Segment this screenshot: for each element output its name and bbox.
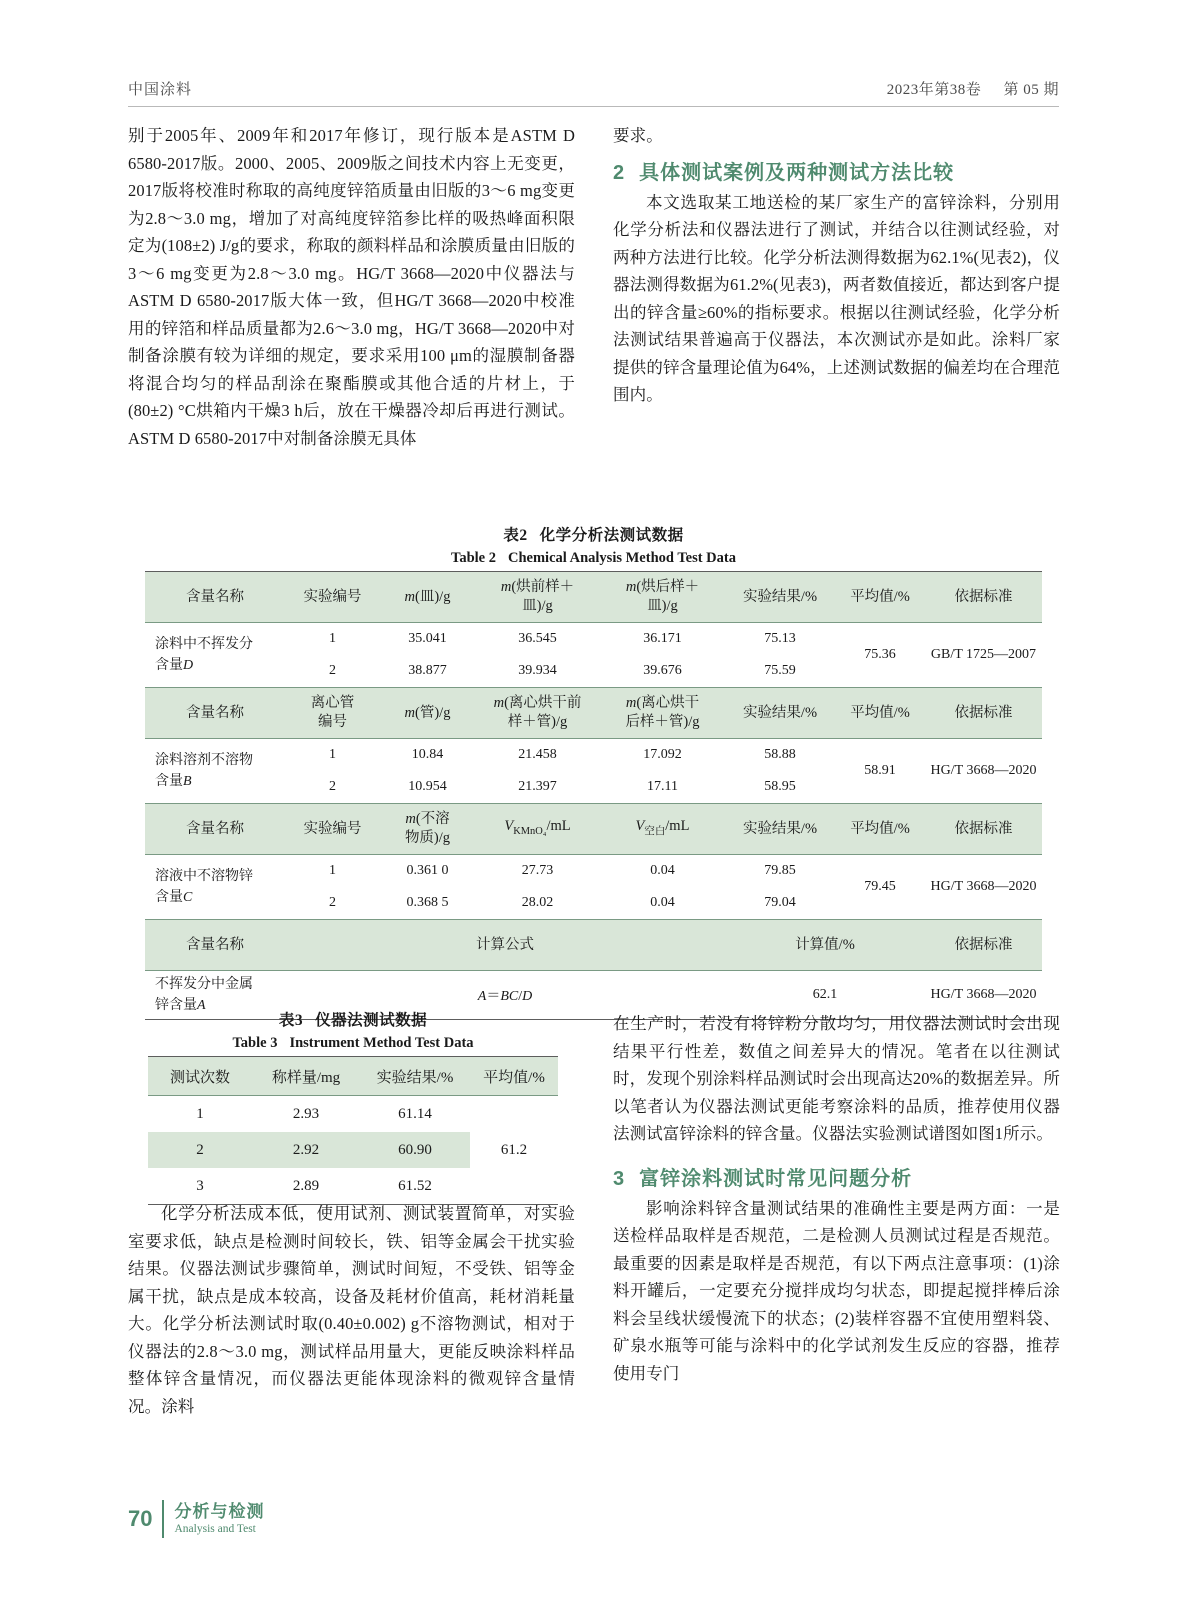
row-label-d: 涂料中不挥发分 含量D — [155, 637, 253, 673]
cell: 39.934 — [518, 663, 557, 678]
section-3-number: 3 — [613, 1167, 626, 1190]
th-result: 实验结果/% — [725, 804, 835, 855]
th-result: 实验结果/% — [360, 1057, 470, 1096]
cell: 3 — [196, 1177, 204, 1194]
bottom-left-paragraph: 化学分析法成本低，使用试剂、测试装置简单，对实验室要求低，缺点是检测时间较长，铁、铝等金属会干扰实验结果。仪器法测试步骤简单，测试时间短，不受铁、铝等金属干扰，缺点是成本较高，设备及耗材价值高，耗材消耗量大。化学分析法测试时取(0.40±0.002) g不溶物测试，相对于仪器法的2.8～3.0 mg，测试样品用量大，更能反映涂料样品整体锌含量情况，而仪器法更能体现涂料的微观锌含量情况。涂料 — [128, 1204, 575, 1416]
th-content-name: 含量名称 — [145, 804, 285, 855]
th-standard: 依据标准 — [925, 688, 1042, 739]
cell: 79.85 — [764, 863, 796, 878]
cell: 1 — [329, 631, 336, 646]
cell: 79.04 — [764, 895, 796, 910]
table3-title-en: Instrument Method Test Data — [289, 1035, 474, 1051]
th-content-name: 含量名称 — [145, 572, 285, 623]
table3-header-row — [148, 1057, 558, 1096]
table2-block1-header-row — [145, 572, 1042, 623]
cell: 61.14 — [398, 1105, 432, 1122]
section-heading-2 — [613, 156, 1060, 185]
th-m-before: m(烘前样＋ 皿)/g — [475, 572, 600, 623]
table-row — [148, 1096, 558, 1133]
section-2-title: 具体测试案例及两种测试方法比较 — [639, 161, 955, 184]
right-paragraph-1: 要求。 — [613, 126, 663, 145]
table2 — [145, 571, 1042, 1020]
cell: 35.041 — [408, 631, 447, 646]
issue-label: 第 05 期 — [1003, 82, 1059, 98]
cell: 2 — [329, 663, 336, 678]
cell: 0.04 — [650, 863, 675, 878]
cell: 60.90 — [360, 1132, 470, 1168]
cell: 28.02 — [521, 895, 554, 910]
th-m-dish: m(皿)/g — [380, 572, 475, 623]
table2-block3-header-row — [145, 804, 1042, 855]
cell-standard: HG/T 3668—2020 — [930, 763, 1037, 778]
cell: 61.52 — [398, 1177, 432, 1194]
th-average: 平均值/% — [835, 804, 925, 855]
cell: 10.84 — [411, 747, 444, 762]
right-paragraph-2: 本文选取某工地送检的某厂家生产的富锌涂料，分别用化学分析法和仪器法进行了测试，并结合以往测试经验，对两种方法进行比较。化学分析法测得数据为62.1%(见表2)，仪器法测得数据为61.2%(见表3)，两者数值接近，都达到客户提出的锌含量≥60%的指标要求。根据以往测试经验，化学分析法测试结果普遍高于仪器法，本次测试亦是如此。涂料厂家提供的锌含量理论值为64%，上述测试数据的偏差均在合理范围内。 — [613, 192, 1060, 404]
cell: 0.368 5 — [406, 895, 449, 910]
cell-average: 75.36 — [864, 647, 896, 662]
table-row — [145, 623, 1042, 656]
th-tube-no: 离心管 编号 — [285, 688, 380, 739]
cell: 21.458 — [518, 747, 557, 762]
cell: 2 — [329, 895, 336, 910]
page-footer — [128, 1500, 264, 1538]
cell: 39.676 — [643, 663, 682, 678]
cell: 21.397 — [518, 779, 557, 794]
cell: 0.04 — [650, 895, 675, 910]
table3-label-cn: 表3 — [278, 1012, 304, 1029]
cell: 75.13 — [764, 631, 796, 646]
th-exp-no: 实验编号 — [285, 804, 380, 855]
cell: 36.171 — [643, 631, 682, 646]
bottom-right-column — [613, 1010, 1060, 1387]
bottom-left-column — [128, 1200, 575, 1420]
cell: 2.89 — [292, 1177, 320, 1194]
footer-section-cn: 分析与检测 — [174, 1502, 265, 1521]
cell: 2 — [329, 779, 336, 794]
th-standard: 依据标准 — [925, 920, 1042, 971]
table-row — [145, 739, 1042, 772]
th-m-insoluble: m(不溶 物质)/g — [380, 804, 475, 855]
th-m-after-tube: m(离心烘干 后样＋管)/g — [600, 688, 725, 739]
cell-formula: A＝BC/D — [477, 989, 533, 1004]
th-average: 平均值/% — [835, 688, 925, 739]
th-m-after: m(烘后样＋ 皿)/g — [600, 572, 725, 623]
cell: 1 — [196, 1105, 204, 1122]
top-columns — [128, 122, 1060, 452]
table-row — [145, 855, 1042, 888]
cell: 2.92 — [252, 1132, 360, 1168]
table3 — [148, 1056, 558, 1205]
section-heading-3 — [613, 1162, 1060, 1191]
page-number: 70 — [128, 1506, 153, 1531]
cell: 58.88 — [764, 747, 796, 762]
table2-title-en: Chemical Analysis Method Test Data — [508, 550, 736, 566]
cell-average: 79.45 — [864, 879, 896, 894]
th-content-name: 含量名称 — [145, 920, 285, 971]
footer-section — [174, 1502, 264, 1536]
th-v-blank: $V_{空白}/mL$ — [600, 804, 725, 855]
cell: 2.93 — [292, 1105, 320, 1122]
footer-divider — [162, 1500, 164, 1538]
table3-label-en: Table 3 — [232, 1035, 278, 1051]
row-label-b: 涂料溶剂不溶物 含量B — [155, 753, 253, 789]
cell: 27.73 — [521, 863, 554, 878]
cell: 38.877 — [408, 663, 447, 678]
issue-info — [887, 78, 1059, 99]
cell-average: 61.2 — [500, 1141, 528, 1158]
cell: 10.954 — [408, 779, 447, 794]
table3-title-cn: 仪器法测试数据 — [315, 1012, 428, 1029]
table2-label-cn: 表2 — [503, 527, 528, 544]
cell-standard: GB/T 1725—2007 — [930, 647, 1037, 662]
cell: 1 — [329, 747, 336, 762]
th-test-count: 测试次数 — [148, 1057, 252, 1096]
section-3-title: 富锌涂料测试时常见问题分析 — [639, 1167, 913, 1190]
right-column — [613, 122, 1060, 452]
th-content-name: 含量名称 — [145, 688, 285, 739]
cell: 75.59 — [764, 663, 796, 678]
footer-section-en: Analysis and Test — [174, 1523, 256, 1535]
cell: 36.545 — [518, 631, 557, 646]
table2-caption — [145, 525, 1042, 569]
cell-standard: HG/T 3668—2020 — [930, 879, 1037, 894]
cell: 17.092 — [643, 747, 682, 762]
th-exp-no: 实验编号 — [285, 572, 380, 623]
cell-standard: HG/T 3668—2020 — [930, 987, 1037, 1002]
cell-average: 58.91 — [864, 763, 896, 778]
left-paragraph-1: 别于2005年、2009年和2017年修订，现行版本是ASTM D 6580-2017版。2000、2005、2009版之间技术内容上无变更，2017版将校准时称取的高纯度锌箔质量由旧版的3～6 mg变更为2.8～3.0 mg，增加了对高纯度锌箔参比样的吸热峰面积限定为(108±2) J/g的要求，称取的颜料样品和涂膜质量由旧版的3～6 mg变更为2.8～3.0 mg。HG/T 3668—2020中仪器法与ASTM D 6580-2017版大体一致，但HG/T 3668—2020中校准用的锌箔和样品质量都为2.6～3.0 mg，HG/T 3668—2020中对制备涂膜有较为详细的规定，要求采用100 μm的湿膜制备器将混合均匀的样品刮涂在聚酯膜或其他合适的片材上，于(80±2) °C烘箱内干燥3 h后，放在干燥器冷却后再进行测试。ASTM D 6580-2017中对制备涂膜无具体 — [128, 126, 575, 448]
th-result: 实验结果/% — [725, 572, 835, 623]
th-average: 平均值/% — [470, 1057, 558, 1096]
table3-block — [148, 1010, 558, 1205]
cell: 2 — [148, 1132, 252, 1168]
row-label-c: 溶液中不溶物锌 含量C — [155, 869, 253, 905]
cell: 1 — [329, 863, 336, 878]
bottom-right-paragraph-2: 影响涂料锌含量测试结果的准确性主要是两方面：一是送检样品取样是否规范，二是检测人员测试过程是否规范。最重要的因素是取样是否规范，有以下两点注意事项：(1)涂料开罐后，一定要充分搅拌成均匀状态，即提起搅拌棒后涂料会呈线状缓慢流下的状态；(2)装样容器不宜使用塑料袋、矿泉水瓶等可能与涂料中的化学试剂发生反应的容器，推荐使用专门 — [613, 1198, 1060, 1383]
table2-block2-header-row — [145, 688, 1042, 739]
volume-label: 2023年第38卷 — [886, 82, 982, 98]
th-calc-value: 计算值/% — [725, 920, 925, 971]
th-m-before-tube: m(离心烘干前 样＋管)/g — [475, 688, 600, 739]
th-formula: 计算公式 — [285, 920, 725, 971]
table2-label-en: Table 2 — [451, 550, 496, 566]
cell: 0.361 0 — [406, 863, 449, 878]
th-standard: 依据标准 — [925, 804, 1042, 855]
th-sample-mass: 称样量/mg — [252, 1057, 360, 1096]
cell: 17.11 — [647, 779, 678, 794]
bottom-right-paragraph-1: 在生产时，若没有将锌粉分散均匀，用仪器法测试时会出现结果平行性差，数值之间差异大的情况。笔者在以往测试时，发现个别涂料样品测试时会出现高达20%的数据差异。所以笔者认为仪器法测试更能考察涂料的品质，推荐使用仪器法测试富锌涂料的锌含量。仪器法实验测试谱图如图1所示。 — [613, 1014, 1060, 1143]
cell: 58.95 — [764, 779, 796, 794]
left-column — [128, 122, 575, 452]
th-result: 实验结果/% — [725, 688, 835, 739]
table2-block4-header-row — [145, 920, 1042, 971]
cell-calc-value: 62.1 — [812, 987, 838, 1002]
th-average: 平均值/% — [835, 572, 925, 623]
table3-caption — [148, 1010, 558, 1054]
row-label-a: 不挥发分中金属 锌含量A — [155, 977, 253, 1013]
section-2-number: 2 — [613, 161, 626, 184]
table2-title-cn: 化学分析法测试数据 — [539, 527, 684, 544]
table2-block — [145, 525, 1042, 1020]
th-standard: 依据标准 — [925, 572, 1042, 623]
journal-name: 中国涂料 — [128, 82, 193, 98]
page-header — [128, 78, 1059, 107]
th-v-kmno4: $V_{KMnO_4}/mL$ — [475, 804, 600, 855]
th-m-tube: m(管)/g — [380, 688, 475, 739]
